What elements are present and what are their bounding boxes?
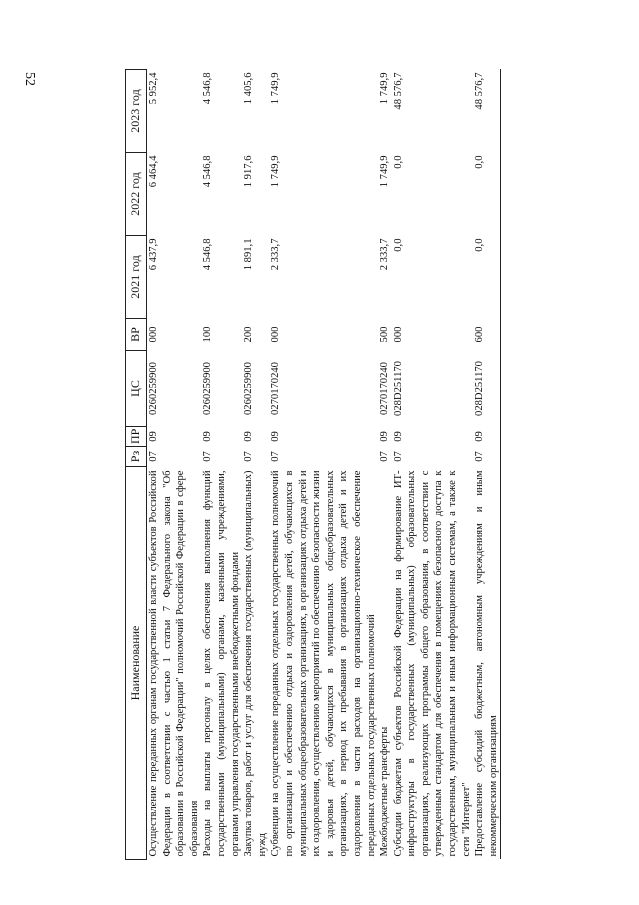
row-pr: 09 <box>392 431 404 442</box>
row-name: Субсидии бюджетам субъектов Российской Федерации на формирование ИТ-инфраструктуры в государственных (муниципальных) образовательных организациях, реализующих программы общего образования, в соответствии с утвержденным стандартом для обеспечения в помещениях безопасного доступа к государственным, муниципальным и иным информационным системам, а также к сети "Интернет" <box>392 470 472 857</box>
row-rz: 07 <box>148 451 159 462</box>
row-rz: 07 <box>379 451 391 462</box>
row-name: Межбюджетные трансферты <box>379 726 391 857</box>
row-rz: 07 <box>473 447 501 467</box>
table-row <box>473 70 501 860</box>
row-2022: 0,0 <box>392 155 404 169</box>
row-2021: 4 546,8 <box>202 238 214 271</box>
header-pr: ПР <box>126 427 147 447</box>
row-rz: 07 <box>202 451 214 462</box>
table-row <box>242 70 269 860</box>
row-pr: 09 <box>473 427 501 447</box>
row-2022: 4 546,8 <box>202 155 214 188</box>
row-pr: 09 <box>243 431 255 442</box>
table-header-row <box>126 70 147 860</box>
table-row <box>378 70 392 860</box>
row-cs: 028D251170 <box>473 351 501 427</box>
row-2023: 4 546,8 <box>202 72 214 105</box>
row-pr: 09 <box>270 431 282 442</box>
row-2021: 0,0 <box>473 236 501 319</box>
row-rz: 07 <box>392 451 404 462</box>
row-rz: 07 <box>243 451 255 462</box>
row-name: Предоставление субсидий бюджетным, автономным учреждениям и иным некоммерческим организациям <box>473 467 501 860</box>
header-2022: 2022 год <box>126 153 147 236</box>
row-2021: 2 333,7 <box>270 238 282 271</box>
row-2022: 1 749,9 <box>270 155 282 188</box>
row-2022: 6 464,4 <box>148 155 159 188</box>
row-2022: 1 749,9 <box>379 155 391 188</box>
header-2021: 2021 год <box>126 236 147 319</box>
table-row <box>392 70 474 860</box>
table-row <box>201 70 242 860</box>
header-name: Наименование <box>126 467 147 860</box>
row-vr: 600 <box>473 319 501 351</box>
row-2023: 48 576,7 <box>392 72 404 110</box>
row-pr: 09 <box>148 431 159 442</box>
row-2023: 1 749,9 <box>270 72 282 105</box>
row-name: Расходы на выплаты персоналу в целях обеспечения выполнения функций государственными (муниципальными) органами, казенными учреждениями, органами управления государственными внебюджетными фондами <box>202 470 241 857</box>
row-vr: 500 <box>379 326 391 343</box>
row-vr: 000 <box>270 326 282 343</box>
row-name: Закупка товаров, работ и услуг для обеспечения государственных (муниципальных) нужд <box>243 470 268 857</box>
row-2022: 1 917,6 <box>243 155 255 188</box>
row-cs: 0260259900 <box>148 362 159 415</box>
budget-table <box>125 69 501 860</box>
row-2021: 2 333,7 <box>379 238 391 271</box>
row-2021: 6 437,9 <box>148 238 159 271</box>
row-2023: 48 576,7 <box>473 70 501 153</box>
row-cs: 0260259900 <box>243 362 255 415</box>
row-2021: 0,0 <box>392 238 404 252</box>
row-name: Субвенции на осуществление переданных отдельных государственных полномочий по организации и обеспечению отдыха и оздоровления детей, обучающихся в муниципальных общеобразовательных организациях, в организациях отдыха детей и их оздоровления, осуществлению мероприятий по обеспечению безопасности жизни и здоровья детей, обучающихся в муниципальных общеобразовательных организациях, в период их пребывания в организациях отдыха детей и их оздоровления в части расходов на организационно-техническое обеспечение переданных отдельных государственных полномочий <box>270 470 377 857</box>
row-rz: 07 <box>270 451 282 462</box>
row-name: Осуществление переданных органам государственной власти субъектов Российской Федерации в соответствии с частью 1 статьи 7 Федерального закона "Об образовании в Российской Федерации" полномочий Российской Федерации в сфере образования <box>148 470 200 857</box>
row-2022: 0,0 <box>473 153 501 236</box>
row-cs: 028D251170 <box>392 361 404 416</box>
rotated-table-area <box>125 70 639 860</box>
page-number: 52 <box>22 72 37 86</box>
row-2023: 1 749,9 <box>379 72 391 105</box>
header-vr: ВР <box>126 319 147 351</box>
table-row <box>147 70 202 860</box>
header-2023: 2023 год <box>126 70 147 153</box>
row-2023: 5 952,4 <box>148 72 159 105</box>
row-vr: 200 <box>243 326 255 343</box>
row-vr: 000 <box>392 326 404 343</box>
row-2021: 1 891,1 <box>243 238 255 271</box>
row-2023: 1 405,6 <box>243 72 255 105</box>
header-rz: Рз <box>126 447 147 467</box>
row-cs: 0270170240 <box>379 362 391 415</box>
row-pr: 09 <box>379 431 391 442</box>
table-row <box>269 70 378 860</box>
row-vr: 000 <box>148 326 159 343</box>
header-cs: ЦС <box>126 351 147 427</box>
row-cs: 0260259900 <box>202 362 214 415</box>
row-pr: 09 <box>202 431 214 442</box>
row-vr: 100 <box>202 326 214 343</box>
row-cs: 0270170240 <box>270 362 282 415</box>
